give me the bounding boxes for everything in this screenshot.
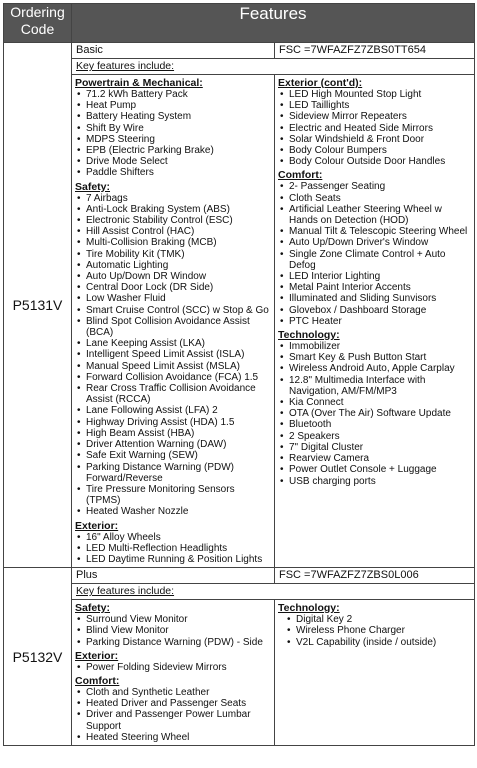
section-heading: Exterior: xyxy=(75,519,119,532)
feature-item: • Cloth and Synthetic Leather xyxy=(75,687,271,698)
feature-list xyxy=(75,89,271,179)
feature-item: • Artificial Leather Steering Wheel w Hands on Detection (HOD) xyxy=(278,204,471,226)
feature-item: • Safe Exit Warning (SEW) xyxy=(75,450,271,461)
feature-item: • Rear Cross Traffic Collision Avoidance Assist (RCCA) xyxy=(75,383,271,405)
section-heading: Technology: xyxy=(278,329,340,342)
ordering-code-header-line1: Ordering xyxy=(10,4,65,20)
trim-name: Plus xyxy=(72,568,275,584)
features-left-column xyxy=(72,600,275,746)
key-features-label: Key features include: xyxy=(72,59,475,75)
feature-item: • Intelligent Speed Limit Assist (ISLA) xyxy=(75,349,271,360)
feature-item: • Immobilizer xyxy=(278,341,471,352)
feature-item: • Manual Tilt & Telescopic Steering Wheel xyxy=(278,226,471,237)
ordering-code-header xyxy=(4,4,72,43)
feature-item: • 7 Airbags xyxy=(75,193,271,204)
feature-item: • Bluetooth xyxy=(278,419,471,430)
feature-item: • 16" Alloy Wheels xyxy=(75,532,271,543)
feature-list xyxy=(75,532,271,566)
features-left-column xyxy=(72,75,275,568)
feature-item: • Body Colour Outside Door Handles xyxy=(278,156,471,167)
feature-item: • Digital Key 2 xyxy=(278,614,471,625)
feature-item: • Parking Distance Warning (PDW) Forward/Reverse xyxy=(75,462,271,484)
feature-item: • EPB (Electric Parking Brake) xyxy=(75,145,271,156)
feature-item: • Heated Driver and Passenger Seats xyxy=(75,698,271,709)
feature-item: • LED High Mounted Stop Light xyxy=(278,89,471,100)
feature-item: • Single Zone Climate Control + Auto Defog xyxy=(278,249,471,271)
feature-item: • Drive Mode Select xyxy=(75,156,271,167)
feature-item: • Central Door Lock (DR Side) xyxy=(75,282,271,293)
feature-item: • Surround View Monitor xyxy=(75,614,271,625)
feature-item: • Driver Attention Warning (DAW) xyxy=(75,439,271,450)
feature-item: • 2 Speakers xyxy=(278,431,471,442)
fsc-code: FSC =7WFAZFZ7ZBS0TT654 xyxy=(275,43,475,59)
feature-item: • Driver and Passenger Power Lumbar Support xyxy=(75,709,271,731)
feature-item: • High Beam Assist (HBA) xyxy=(75,428,271,439)
feature-item: • PTC Heater xyxy=(278,316,471,327)
table-header-row xyxy=(4,4,475,43)
feature-item: • Auto Up/Down DR Window xyxy=(75,271,271,282)
trim-name: Basic xyxy=(72,43,275,59)
feature-item: • Solar Windshield & Front Door xyxy=(278,134,471,145)
feature-item: • Manual Speed Limit Assist (MSLA) xyxy=(75,361,271,372)
section-heading: Safety: xyxy=(75,602,111,615)
feature-item: • Illuminated and Sliding Sunvisors xyxy=(278,293,471,304)
feature-item: • Blind Spot Collision Avoidance Assist (BCA) xyxy=(75,316,271,338)
feature-item: • Lane Keeping Assist (LKA) xyxy=(75,338,271,349)
feature-list xyxy=(278,181,471,327)
feature-item: • Battery Heating System xyxy=(75,111,271,122)
feature-item: • Highway Driving Assist (HDA) 1.5 xyxy=(75,417,271,428)
feature-item: • Smart Cruise Control (SCC) w Stop & Go xyxy=(75,305,271,316)
feature-item: • Electronic Stability Control (ESC) xyxy=(75,215,271,226)
feature-item: • Heated Steering Wheel xyxy=(75,732,271,743)
feature-item: • Wireless Android Auto, Apple Carplay xyxy=(278,363,471,374)
feature-item: • Glovebox / Dashboard Storage xyxy=(278,305,471,316)
trim-basic-features-row xyxy=(4,75,475,568)
feature-item: • USB charging ports xyxy=(278,476,471,487)
fsc-code: FSC =7WFAZFZ7ZBS0L006 xyxy=(275,568,475,584)
feature-item: • Power Folding Sideview Mirrors xyxy=(75,662,271,673)
feature-item: • Cloth Seats xyxy=(278,193,471,204)
section-heading: Comfort: xyxy=(75,674,120,687)
section-heading: Technology: xyxy=(278,602,340,615)
section-heading: Exterior (cont'd): xyxy=(278,77,363,89)
feature-item: • LED Multi-Reflection Headlights xyxy=(75,543,271,554)
feature-list xyxy=(75,687,271,743)
feature-item: • Low Washer Fluid xyxy=(75,293,271,304)
feature-item: • Power Outlet Console + Luggage xyxy=(278,464,471,475)
feature-item: • Hill Assist Control (HAC) xyxy=(75,226,271,237)
feature-item: • LED Interior Lighting xyxy=(278,271,471,282)
ordering-code-header-line2: Code xyxy=(20,21,55,37)
feature-item: • Paddle Shifters xyxy=(75,167,271,178)
feature-item: • Forward Collision Avoidance (FCA) 1.5 xyxy=(75,372,271,383)
features-header: Features xyxy=(72,4,475,43)
trim-plus-name-row xyxy=(4,568,475,584)
feature-item: • Kia Connect xyxy=(278,397,471,408)
ordering-code-cell: P5131V xyxy=(4,43,72,568)
feature-list xyxy=(278,341,471,487)
section-heading: Exterior: xyxy=(75,649,119,662)
feature-item: • Tire Pressure Monitoring Sensors (TPMS) xyxy=(75,484,271,506)
feature-item: • Anti-Lock Braking System (ABS) xyxy=(75,204,271,215)
feature-item: • Electric and Heated Side Mirrors xyxy=(278,123,471,134)
feature-item: • Heat Pump xyxy=(75,100,271,111)
feature-item: • 12.8" Multimedia Interface with Navigation, AM/FM/MP3 xyxy=(278,375,471,397)
features-right-column xyxy=(275,75,475,568)
features-right-column xyxy=(275,600,475,746)
feature-item: • 71.2 kWh Battery Pack xyxy=(75,89,271,100)
feature-item: • OTA (Over The Air) Software Update xyxy=(278,408,471,419)
feature-item: • Wireless Phone Charger xyxy=(278,625,471,636)
key-features-label: Key features include: xyxy=(72,584,475,600)
feature-item: • Tire Mobility Kit (TMK) xyxy=(75,249,271,260)
feature-item: • 7" Digital Cluster xyxy=(278,442,471,453)
feature-item: • Body Colour Bumpers xyxy=(278,145,471,156)
ordering-code-cell: P5132V xyxy=(4,568,72,746)
feature-list xyxy=(75,662,271,673)
features-table xyxy=(3,3,475,746)
feature-item: • Shift By Wire xyxy=(75,123,271,134)
feature-item: • LED Daytime Running & Position Lights xyxy=(75,554,271,565)
feature-item: • LED Taillights xyxy=(278,100,471,111)
trim-plus-features-row xyxy=(4,600,475,746)
key-features-row xyxy=(4,59,475,75)
feature-item: • 2- Passenger Seating xyxy=(278,181,471,192)
section-heading: Powertrain & Mechanical: xyxy=(75,77,203,89)
feature-item: • Automatic Lighting xyxy=(75,260,271,271)
feature-item: • MDPS Steering xyxy=(75,134,271,145)
trim-basic-name-row xyxy=(4,43,475,59)
feature-list xyxy=(278,89,471,167)
feature-item: • Heated Washer Nozzle xyxy=(75,506,271,517)
feature-list xyxy=(278,614,471,648)
feature-item: • Rearview Camera xyxy=(278,453,471,464)
section-heading: Comfort: xyxy=(278,169,323,182)
feature-item: • Blind View Monitor xyxy=(75,625,271,636)
feature-item: • Lane Following Assist (LFA) 2 xyxy=(75,405,271,416)
feature-list xyxy=(75,614,271,648)
feature-item: • Smart Key & Push Button Start xyxy=(278,352,471,363)
feature-item: • Parking Distance Warning (PDW) - Side xyxy=(75,637,271,648)
feature-item: • Metal Paint Interior Accents xyxy=(278,282,471,293)
feature-item: • Multi-Collision Braking (MCB) xyxy=(75,237,271,248)
feature-item: • Sideview Mirror Repeaters xyxy=(278,111,471,122)
feature-item: • Auto Up/Down Driver's Window xyxy=(278,237,471,248)
section-heading: Safety: xyxy=(75,180,111,193)
key-features-row xyxy=(4,584,475,600)
feature-item: • V2L Capability (inside / outside) xyxy=(278,637,471,648)
feature-list xyxy=(75,193,271,518)
